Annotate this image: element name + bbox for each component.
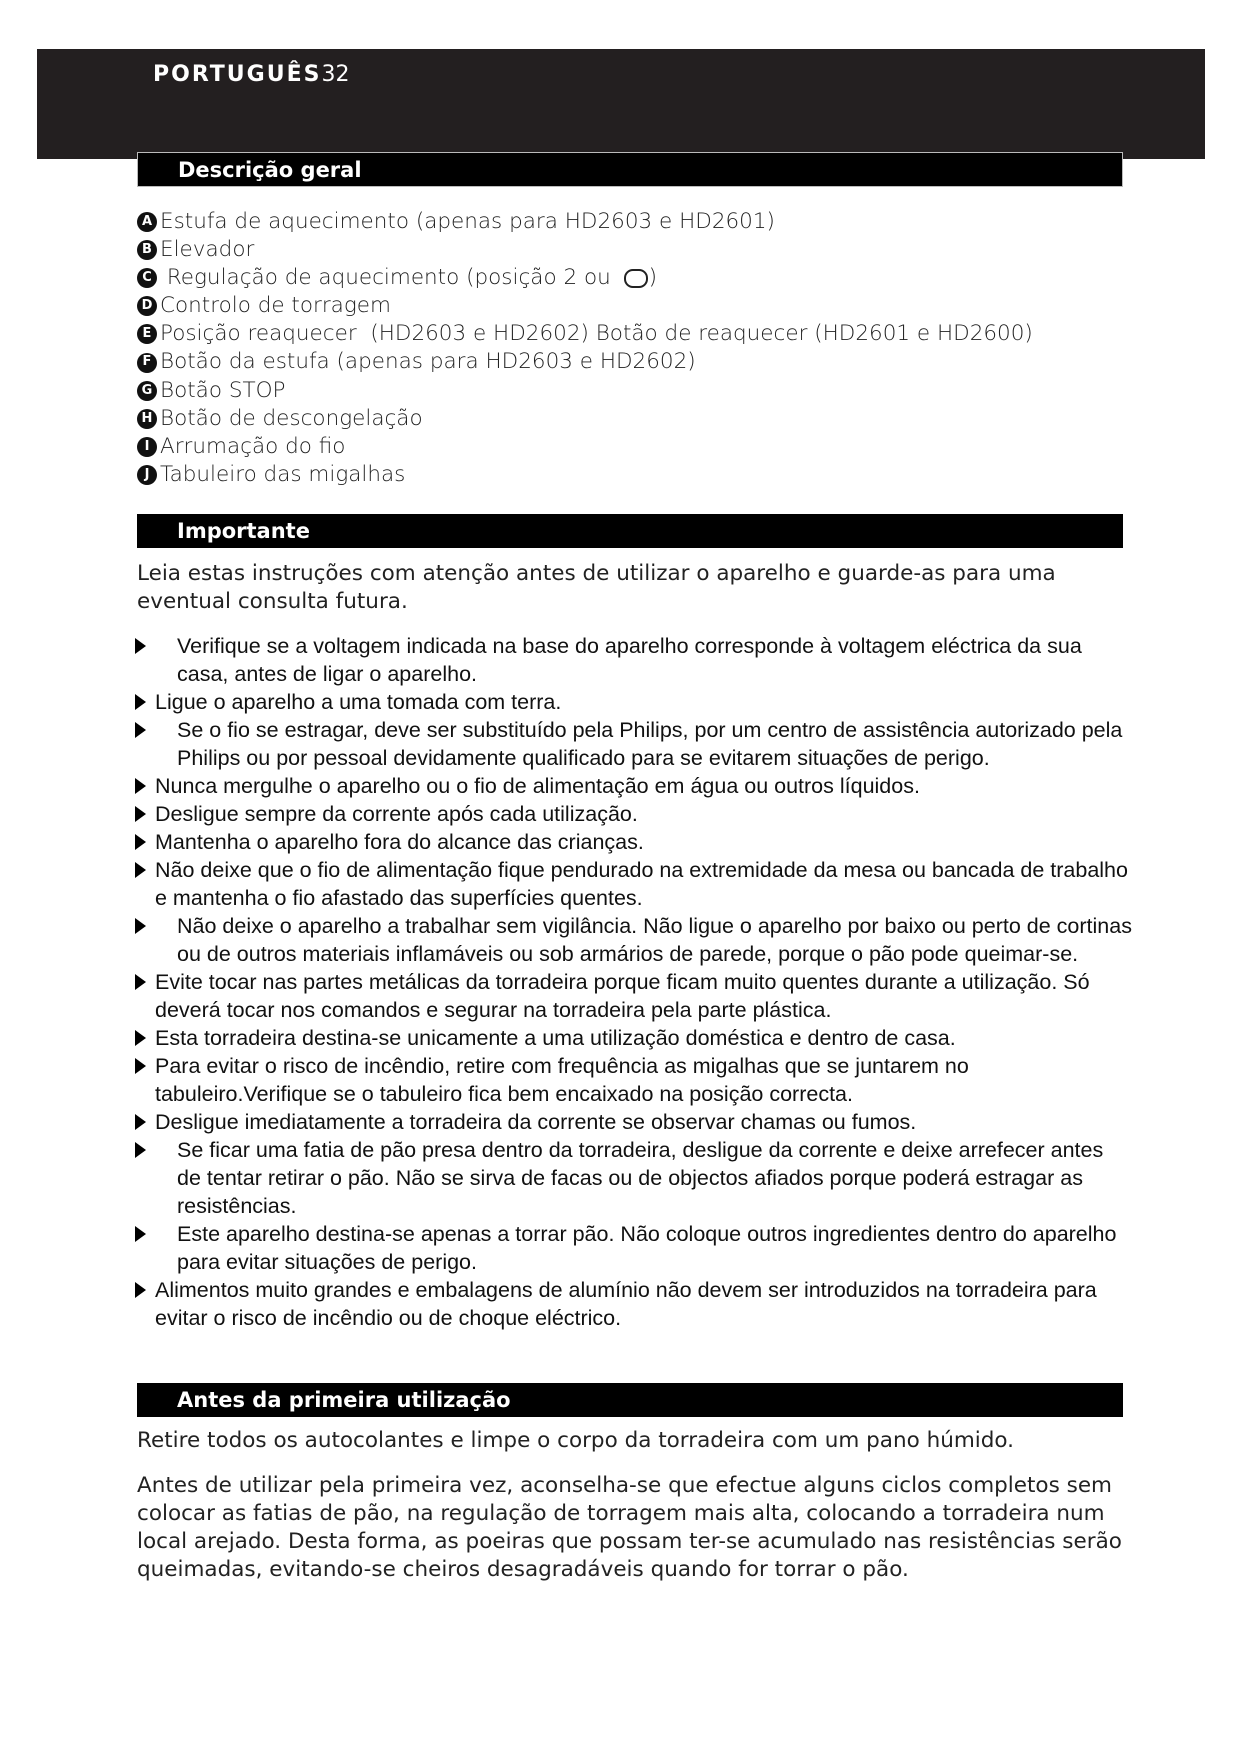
part-label: Regulação de aquecimento (posição 2 ou [160, 265, 618, 291]
part-label: Tabuleiro das migalhas [160, 461, 406, 487]
bullet-icon [135, 694, 146, 710]
list-item [133, 1276, 1133, 1332]
page-number: 32 [321, 62, 350, 87]
letter-badge-g: G [137, 381, 157, 401]
letter-badge-e: E [137, 324, 157, 344]
list-item [133, 632, 1133, 688]
part-label: Posição reaquecer (HD2603 e HD2602) Botão de reaquecer (HD2601 e HD2600) [160, 321, 1033, 347]
part-label: Elevador [160, 237, 255, 263]
list-item [137, 292, 1117, 320]
list-item [133, 688, 1133, 716]
part-label: Controlo de torragem [160, 293, 391, 319]
bullet-icon [135, 834, 146, 850]
list-item-text: Para evitar o risco de incêndio, retire com frequência as migalhas que se juntarem no tabuleiro.Verifique se o tabuleiro fica bem encaixado na posição correcta. [155, 1054, 969, 1106]
list-item-text: Esta torradeira destina-se unicamente a uma utilização doméstica e dentro de casa. [155, 1026, 956, 1050]
first-use-paragraph-1: Retire todos os autocolantes e limpe o corpo da torradeira com um pano húmido. [137, 1428, 1015, 1453]
list-item-text: Não deixe o aparelho a trabalhar sem vigilância. Não ligue o aparelho por baixo ou perto de cortinas ou de outros materiais inflamáveis ou sob armários de parede, porque o pão pode queimar-se. [177, 914, 1132, 966]
list-item [137, 236, 1117, 264]
letter-badge-b: B [137, 240, 157, 260]
bullet-icon [135, 862, 146, 878]
letter-badge-h: H [137, 409, 157, 429]
list-item-text: Se o fio se estragar, deve ser substituído pela Philips, por um centro de assistência autorizado pela Philips ou por pessoal devidamente qualificado para se evitarem situações de perigo. [177, 718, 1123, 770]
bullet-icon [135, 722, 146, 738]
list-item [133, 912, 1133, 968]
important-list [133, 632, 1133, 1332]
list-item [137, 320, 1117, 348]
list-item [133, 1052, 1133, 1108]
first-use-paragraph-2: Antes de utilizar pela primeira vez, aconselha-se que efectue alguns ciclos completos sem colocar as fatias de pão, na regulação de torragem mais alta, colocando a torradeira num local arejado. Desta forma, as poeiras que possam ter-se acumulado nas resistências serão queimadas, evitando-se cheiros desagradáveis quando for torrar o pão. [137, 1473, 1122, 1582]
letter-badge-a: A [137, 212, 157, 232]
part-label: Arrumação do fio [160, 433, 346, 459]
bullet-icon [135, 1030, 146, 1046]
list-item [137, 348, 1117, 376]
bullet-icon [135, 918, 146, 934]
list-item-text: Desligue sempre da corrente após cada utilização. [155, 802, 638, 826]
part-label: Botão da estufa (apenas para HD2603 e HD2602) [160, 349, 696, 375]
letter-badge-j: J [137, 465, 157, 485]
bullet-icon [135, 1142, 146, 1158]
list-item [133, 856, 1133, 912]
list-item-text: Este aparelho destina-se apenas a torrar pão. Não coloque outros ingredientes dentro do aparelho para evitar situações de perigo. [177, 1222, 1117, 1274]
bun-warmer-icon [624, 269, 648, 288]
page-header [153, 62, 349, 87]
bullet-icon [135, 974, 146, 990]
list-item [133, 1024, 1133, 1052]
list-item [137, 377, 1117, 405]
list-item [133, 772, 1133, 800]
list-item [133, 800, 1133, 828]
part-label: Estufa de aquecimento (apenas para HD2603 e HD2601) [160, 209, 775, 234]
list-item-text: Nunca mergulhe o aparelho ou o fio de alimentação em água ou outros líquidos. [155, 774, 920, 798]
list-item [133, 1220, 1133, 1276]
section-title-first-use: Antes da primeira utilização [137, 1383, 1123, 1417]
list-item [133, 828, 1133, 856]
letter-badge-i: I [137, 437, 157, 457]
list-item-text: Não deixe que o fio de alimentação fique pendurado na extremidade da mesa ou bancada de trabalho e mantenha o fio afastado das superfícies quentes. [155, 858, 1128, 910]
important-intro: Leia estas instruções com atenção antes de utilizar o aparelho e guarde-as para uma eventual consulta futura. [137, 561, 1056, 614]
list-item [133, 1136, 1133, 1220]
list-item-text: Ligue o aparelho a uma tomada com terra. [155, 690, 562, 714]
list-item [137, 461, 1117, 489]
list-item-text: Alimentos muito grandes e embalagens de alumínio não devem ser introduzidos na torradeira para evitar o risco de incêndio ou de choque eléctrico. [155, 1278, 1097, 1330]
bullet-icon [135, 1114, 146, 1130]
part-label: Botão STOP [160, 377, 286, 403]
list-item-text: Evite tocar nas partes metálicas da torradeira porque ficam muito quentes durante a utilização. Só deverá tocar nos comandos e segurar na torradeira pela parte plástica. [155, 970, 1090, 1022]
list-item [133, 716, 1133, 772]
list-item [137, 433, 1117, 461]
bullet-icon [135, 1226, 146, 1242]
section-title-description: Descrição geral [137, 152, 1123, 187]
bullet-icon [135, 778, 146, 794]
list-item [137, 264, 1117, 292]
letter-badge-d: D [137, 296, 157, 316]
letter-badge-f: F [137, 353, 157, 373]
list-item [133, 1108, 1133, 1136]
list-item [133, 968, 1133, 1024]
bullet-icon [135, 1282, 146, 1298]
part-label-suffix: ) [648, 265, 657, 291]
part-label: Botão de descongelação [160, 405, 423, 431]
bullet-icon [135, 806, 146, 822]
bullet-icon [135, 1058, 146, 1074]
letter-badge-c: C [137, 268, 157, 288]
list-item-text: Desligue imediatamente a torradeira da corrente se observar chamas ou fumos. [155, 1110, 917, 1134]
list-item-text: Mantenha o aparelho fora do alcance das crianças. [155, 830, 644, 854]
list-item-text: Se ficar uma fatia de pão presa dentro da torradeira, desligue da corrente e deixe arrefecer antes de tentar retirar o pão. Não se sirva de facas ou de objectos afiados porque poderá estragar as resistências. [177, 1138, 1104, 1218]
bullet-icon [135, 638, 146, 654]
list-item [137, 208, 1117, 236]
parts-list [137, 208, 1117, 489]
section-title-important: Importante [137, 514, 1123, 548]
language-label: PORTUGUÊS [153, 62, 322, 87]
list-item [137, 405, 1117, 433]
list-item-text: Verifique se a voltagem indicada na base do aparelho corresponde à voltagem eléctrica da sua casa, antes de ligar o aparelho. [177, 634, 1082, 686]
